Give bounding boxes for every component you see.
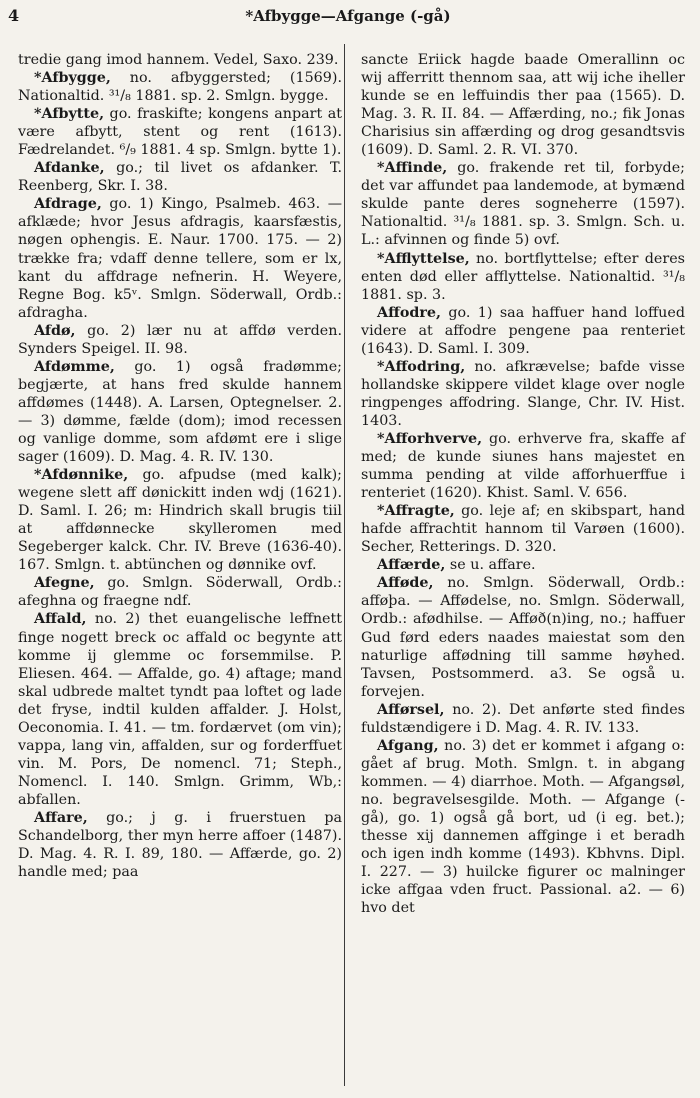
entry-text: go. afpudse (med kalk); wegene slett aff dønickitt inden wdj (1621). D. Saml. I. 26; m: Hindrich skall brugis tiil at affdønnecke skylleromen med Segeberger kalck. Chr. IV. Breve (1636-40). 167. Smlgn. t. abtünchen og dønnike ovf. — [18, 467, 342, 574]
entry-text: go. erhverve fra, skaffe af med; de kunde siunes hans majestet en summa pending at vilde afforhuerffue i renteriet (1620). Khist. Saml. V. 656. — [361, 430, 685, 502]
entry-headword: Afdanke, — [34, 160, 105, 177]
dictionary-entry — [361, 358, 685, 430]
entry-headword: Afføde, — [377, 575, 434, 592]
entry-text: go. 1) saa haffuer hand loffued videre at affodre pengene paa renteriet (1643). D. Saml. I. 309. — [361, 304, 685, 357]
dictionary-entry — [18, 51, 342, 69]
entry-text: no. afkrævelse; bafde visse hollandske skippere vildet klage over nogle ringpenges affodring. Slange, Chr. IV. Hist. 1403. — [361, 358, 685, 429]
entry-text: go. leje af; en skibspart, hand hafde affrachtit hannom til Varøen (1600). Secher, Retterings. D. 320. — [361, 503, 685, 556]
column-divider — [344, 44, 345, 1086]
entry-text: tredie gang imod hannem. Vedel, Saxo. 239. — [18, 52, 339, 68]
left-column — [18, 51, 342, 881]
entry-headword: Affærde, — [377, 557, 446, 574]
entry-text: no. 2). Det anførte sted findes fuldstændigere i D. Mag. 4. R. IV. 133. — [361, 701, 685, 736]
entry-text: sancte Eriick hagde baade Omerallinn oc wij afferritt thennom saa, att wij iche iheller kunde se en leffuindis ther paa (1565). D. Mag. 3. R. II. 84. — Affærding, no.; fik Jonas Charisius sin affærding og drog gesandtsvis (1609). D. Saml. 2. R. VI. 370. — [361, 52, 685, 159]
right-column — [361, 51, 685, 917]
dictionary-entry — [361, 430, 685, 502]
dictionary-entry — [18, 466, 342, 574]
entry-text: no. 3) det er kommet i afgang o: gået af brug. Moth. Smlgn. t. in abgang kommen. — 4) diarrhoe. Moth. — Afgangsøl, no. begravelsesgilde. Moth. — Afgange (-gå), go. 1) også gå bort, ud (i eg. bet.); thesse xij dannemen affginge i et beradh och igen indh komme (1493). Kbhvns. Dipl. I. 227. — 3) huilcke figurer oc malninger icke affgaa vden fruct. Passional. a2. — 6) hvo det — [361, 737, 685, 917]
dictionary-entry — [18, 574, 342, 610]
dictionary-entry — [18, 322, 342, 358]
entry-text: no. Smlgn. Söderwall, Ordb.: afføþa. — Affødelse, no. Smlgn. Söderwall, Ordb.: afødhilse. — Afføð(n)ing, no.; haffuer Gud førd eders naades maiestat som den naturlige affødning till samme høyhed. Tavsen, Postsommerd. a3. Se også u. forvejen. — [361, 575, 685, 700]
entry-text: go. 1) Kingo, Psalmeb. 463. — afklæde; hvor Jesus afdragis, kaarsfæstis, nøgen ophengis. E. Naur. 1700. 175. — 2) trække fra; vdaff denne tellere, som er lx, kant du affdrage nefnerin. H. Weyere, Regne Bog. k5ᵛ. Smlgn. Söderwall, Ordb.: afdragha. — [18, 196, 342, 321]
entry-text: go. frakende ret til, forbyde; det var affundet paa landemode, at bymænd skulde pante deres sogneherre (1597). Nationaltid. ³¹/₈ 1881. sp. 3. Smlgn. Sch. u. L.: afvinnen og finde 5) ovf. — [361, 160, 685, 249]
entry-headword: *Afdønnike, — [34, 467, 129, 484]
entry-headword: Affodre, — [377, 304, 441, 321]
entry-text: go. fraskifte; kongens anpart at være afbytt, stent og rent (1613). Fædrelandet. ⁶/₉ 1881. 4 sp. Smlgn. bytte 1). — [18, 106, 342, 159]
dictionary-entry — [361, 51, 685, 159]
entry-text: go. 2) lær nu at affdø verden. Synders Speigel. II. 98. — [18, 322, 342, 357]
page-number: 4 — [8, 6, 20, 25]
dictionary-entry — [18, 809, 342, 881]
dictionary-entry — [18, 610, 342, 809]
dictionary-entry — [361, 304, 685, 358]
entry-headword: *Affragte, — [377, 503, 455, 520]
entry-headword: *Affinde, — [377, 160, 448, 177]
entry-headword: *Afbygge, — [34, 70, 111, 87]
dictionary-entry — [361, 556, 685, 574]
entry-headword: Affald, — [34, 611, 87, 628]
running-head: *Afbygge—Afgange (-gå) — [245, 7, 451, 25]
entry-text: se u. affare. — [445, 557, 536, 574]
entry-headword: Afgang, — [377, 737, 439, 754]
entry-headword: *Afflyttelse, — [377, 250, 470, 267]
entry-headword: Affare, — [34, 809, 88, 826]
dictionary-entry — [18, 195, 342, 321]
entry-text: no. bortflyttelse; efter deres enten død eller afflyttelse. Nationaltid. ³¹/₈ 1881. sp. 3. — [361, 250, 685, 303]
dictionary-entry — [361, 502, 685, 556]
entry-text: go. 1) også fradømme; begjærte, at hans fred skulde hannem affdømes (1448). A. Larsen, Optegnelser. 2. — 3) dømme, fælde (dom); imod recessen og vanlige domme, som afdømt ere i slige sager (1609). D. Mag. 4. R. IV. 130. — [18, 358, 342, 466]
entry-text: no. 2) thet euangelische leffnett finge nogett breck oc affald oc begynte att komme ij glemme oc forsemmilse. P. Eliesen. 464. — Affalde, go. 4) aftage; mand skal udbrede maltet tyndt paa loftet og lade det fryse, indtil kulden affalder. J. Holst, Oeconomia. I. 41. — tm. fordærvet (om vin); vappa, lang vin, affalden, sur og forderffuet vin. M. Pors, De nomencl. 71; Steph., Nomencl. I. 140. Smlgn. Grimm, Wb,: abfallen. — [18, 611, 342, 808]
entry-headword: Afegne, — [34, 575, 95, 592]
dictionary-entry — [361, 159, 685, 249]
entry-headword: *Afbytte, — [34, 106, 105, 123]
entry-text: go.; til livet os afdanker. T. Reenberg, Skr. I. 38. — [18, 160, 342, 195]
entry-text: go. Smlgn. Söderwall, Ordb.: afeghna og fraegne ndf. — [18, 575, 342, 610]
dictionary-entry — [361, 250, 685, 304]
entry-text: go.; j g. i fruerstuen pa Schandelborg, ther myn herre affoer (1487). D. Mag. 4. R. I. 89, 180. — Affærde, go. 2) handle med; paa — [18, 809, 342, 881]
entry-headword: *Afforhverve, — [377, 430, 483, 447]
dictionary-entry — [361, 737, 685, 917]
dictionary-entry — [18, 159, 342, 195]
entry-headword: Afførsel, — [377, 701, 445, 718]
page-header — [8, 6, 688, 32]
dictionary-entry — [18, 105, 342, 159]
entry-headword: *Affodring, — [377, 358, 466, 375]
entry-headword: Afdø, — [34, 322, 76, 339]
dictionary-entry — [18, 358, 342, 466]
entry-headword: Afdrage, — [34, 196, 102, 213]
entry-text: no. afbyggersted; (1569). Nationaltid. ³¹/₈ 1881. sp. 2. Smlgn. bygge. — [18, 70, 342, 105]
entry-headword: Afdømme, — [34, 358, 115, 375]
dictionary-entry — [361, 574, 685, 700]
dictionary-entry — [18, 69, 342, 105]
dictionary-entry — [361, 701, 685, 737]
